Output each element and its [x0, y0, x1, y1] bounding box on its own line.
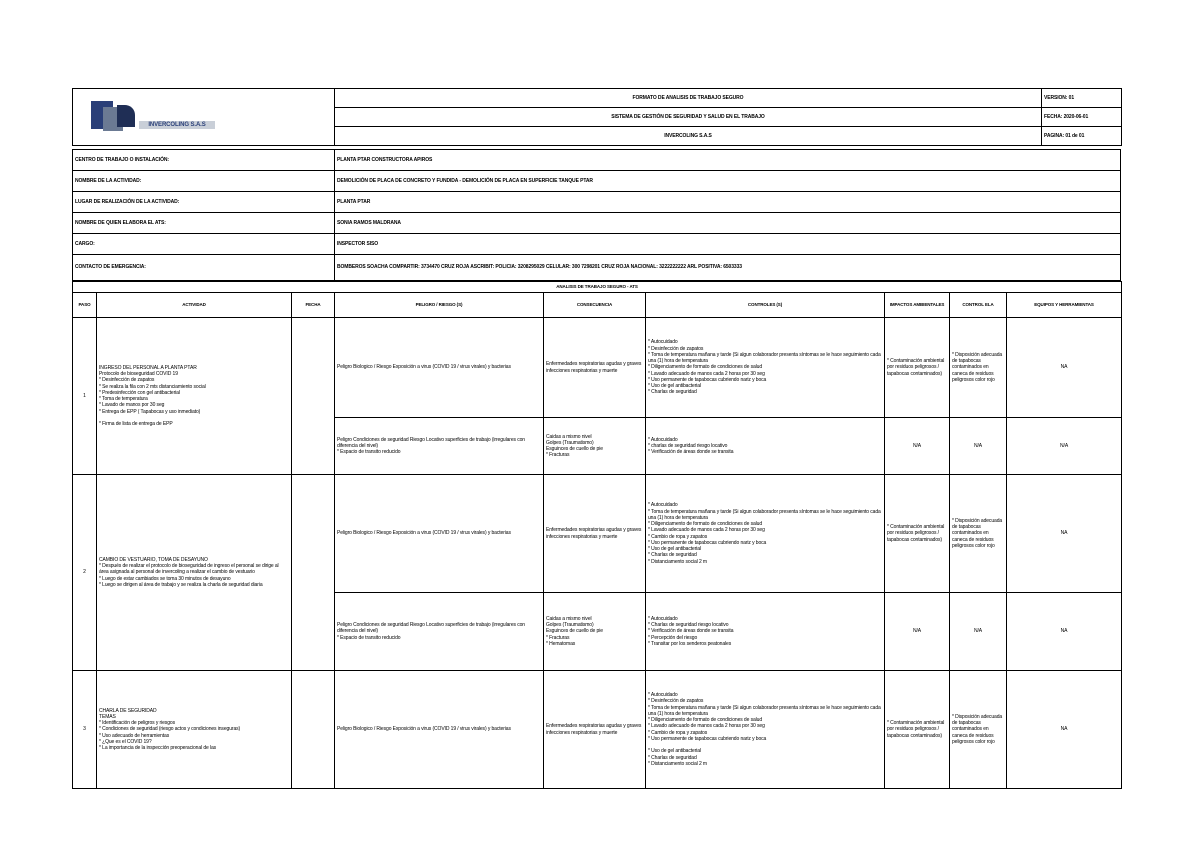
row-control: * Disposición adecuada de tapabocas contaminados en caneca de residuos peligrosos color rojo — [950, 318, 1007, 418]
logo-text: INVERCOLING S.A.S — [139, 121, 215, 129]
row-impactos: N/A — [885, 418, 950, 475]
col-impactos: IMPACTOS AMBIENTALES — [885, 293, 950, 318]
row-peligro: Peligro Condiciones de seguridad Riesgo Locativo superficies de trabajo (irregulares con diferencia del nivel) * Espacio de transito reducido — [335, 593, 544, 671]
row-paso: 1 — [73, 318, 97, 475]
doc-system: SISTEMA DE GESTIÓN DE SEGURIDAD Y SALUD EN EL TRABAJO — [335, 108, 1042, 127]
row-impactos: * Contaminación ambiental por residuos peligrosos / tapabocas contaminados) — [885, 671, 950, 789]
doc-version: VERSION: 01 — [1042, 89, 1122, 108]
doc-page: PAGINA: 01 de 01 — [1042, 127, 1122, 146]
col-consecuencia: CONSECUENCIA — [544, 293, 646, 318]
row-consecuencia: Enfermedades respiratorias agudas y graves infecciones respiratorias y muerte — [544, 475, 646, 593]
info-label: LUGAR DE REALIZACIÓN DE LA ACTIVIDAD: — [73, 192, 335, 213]
company-logo — [73, 89, 335, 146]
info-label: CARGO: — [73, 234, 335, 255]
row-controles: * Autocuidado * Charlas de seguridad riesgo locativo * Verificación de áreas donde se transita * Percepción del riesgo * Transitar por los senderos peatonales — [646, 593, 885, 671]
row-paso: 3 — [73, 671, 97, 789]
row-actividad: CAMBIO DE VESTUARIO, TOMA DE DESAYUNO * Después de realizar el protocolo de bioseguridad de ingreso el personal se dirige al área asignada al personal de invercoling a realizar el cambio de vestuario * Luego de estar cambiados se toma 30 minutos de desayuno * Luego se dirigen al área de trabajo y se realiza la charla de seguridad diaria — [97, 475, 292, 671]
row-control: * Disposición adecuada de tapabocas contaminados en caneca de residuos peligrosos color rojo — [950, 475, 1007, 593]
row-equipos: N/A — [1007, 418, 1122, 475]
section-title: ANALISIS DE TRABAJO SEGURO - ATS — [73, 282, 1122, 293]
info-value: PLANTA PTAR CONSTRUCTORA APIROS — [335, 150, 1121, 171]
info-value: SONIA RAMOS MALDRANA — [335, 213, 1121, 234]
ats-document — [72, 88, 1121, 789]
row-peligro: Peligro Biologico / Riesgo Exposición a virus (COVID 19 / virus virales) y bacterias — [335, 671, 544, 789]
info-value: BOMBEROS SOACHA COMPARTIR: 3734470 CRUZ ROJA ASCRIBIT: POLICIA: 3208295029 CELULAR: 300 7298201 CRUZ ROJA NACIONAL: 3222222222 ARL POSITIVA: 6503333 — [335, 255, 1121, 281]
row-consecuencia: Caidas a mismo nivel Golpes (Traumatismo) Esguinces de cuello de pie * Fracturas * Hematomas — [544, 593, 646, 671]
info-label: CONTACTO DE EMERGENCIA: — [73, 255, 335, 281]
col-paso: PASO — [73, 293, 97, 318]
row-controles: * Autocuidado * Toma de temperatura mañana y tarde (Si algun colaborador presenta síntomas se le hace seguimiento cada una (1) hora de temperatura * Diligenciamento de formato de condiciones de salud * Lavado adecuado de manos cada 2 horas por 30 seg * Cambio de ropa y zapatos * Uso permanente de tapabocas cubriendo nariz y boca * Uso de gel antibacterial * Charlas de seguridad * Distanciamento social 2 m — [646, 475, 885, 593]
info-value: DEMOLICIÓN DE PLACA DE CONCRETO Y FUNDIDA - DEMOLICIÓN DE PLACA EN SUPERFICIE TANQUE PTAR — [335, 171, 1121, 192]
col-peligro: PELIGRO / RIESGO (S) — [335, 293, 544, 318]
row-fecha — [292, 318, 335, 475]
logo-icon — [87, 97, 217, 137]
row-impactos: * Contaminación ambiental por residuos peligrosos / tapabocas contaminados) — [885, 475, 950, 593]
row-consecuencia: Enfermedades respiratorias agudas y graves infecciones respiratorias y muerte — [544, 318, 646, 418]
row-consecuencia: Caidas a mismo nivel Golpes (Traumatismo) Esguinces de cuello de pie * Fracturas — [544, 418, 646, 475]
row-peligro: Peligro Biologico / Riesgo Exposición a virus (COVID 19 / virus virales) y bacterias — [335, 318, 544, 418]
info-label: NOMBRE DE QUIEN ELABORA EL ATS: — [73, 213, 335, 234]
col-fecha: FECHA — [292, 293, 335, 318]
info-value: INSPECTOR SISO — [335, 234, 1121, 255]
doc-title: FORMATO DE ANALISIS DE TRABAJO SEGURO — [335, 89, 1042, 108]
row-actividad: INGRESO DEL PERSONAL A PLANTA PTAR Protocolo de bioseguridad COVID 19 * Desinfección de zapatos * Se realiza la fila con 2 mts distanciamiento social * Predesinfección con gel antibacterial * Toma de temperatura * Lavado de manos por 30 seg * Entrega de EPP ( Tapabocas y uso inmediato) * Firma de lista de entrega de EPP — [97, 318, 292, 475]
row-peligro: Peligro Biologico / Riesgo Exposición a virus (COVID 19 / virus virales) y bacterias — [335, 475, 544, 593]
ats-table — [72, 281, 1122, 789]
info-table — [72, 149, 1121, 281]
row-paso: 2 — [73, 475, 97, 671]
row-equipos: NA — [1007, 318, 1122, 418]
doc-company: INVERCOLING S.A.S — [335, 127, 1042, 146]
col-actividad: ACTIVIDAD — [97, 293, 292, 318]
row-equipos: NA — [1007, 475, 1122, 593]
col-control: CONTROL ELA — [950, 293, 1007, 318]
info-label: NOMBRE DE LA ACTIVIDAD: — [73, 171, 335, 192]
info-label: CENTRO DE TRABAJO O INSTALACIÓN: — [73, 150, 335, 171]
row-fecha — [292, 671, 335, 789]
header-table — [72, 88, 1122, 146]
info-value: PLANTA PTAR — [335, 192, 1121, 213]
row-impactos: * Contaminación ambiental por residuos peligrosos / tapabocas contaminados) — [885, 318, 950, 418]
row-control: N/A — [950, 593, 1007, 671]
row-consecuencia: Enfermedades respiratorias agudas y graves infecciones respiratorias y muerte — [544, 671, 646, 789]
row-control: * Disposición adecuada de tapabocas contaminados en caneca de residuos peligrosos color rojo — [950, 671, 1007, 789]
col-controles: CONTROLES (S) — [646, 293, 885, 318]
row-controles: * Autocuidado * Desinfección de zapatos * Toma de temperatura mañana y tarde (Si algun colaborador presenta síntomas se le hace seguimiento cada una (1) hora de temperatura * Diligenciamento de formato de condiciones de salud * Lavado adecuado de manos cada 2 horas por 30 seg * Uso permanente de tapabocas cubriendo nariz y boca * Uso de gel antibacterial * Charlas de seguridad — [646, 318, 885, 418]
row-control: N/A — [950, 418, 1007, 475]
row-equipos: NA — [1007, 593, 1122, 671]
row-controles: * Autocuidado * Desinfección de zapatos * Toma de temperatura mañana y tarde (Si algun colaborador presenta síntomas se le hace seguimiento cada una (1) hora de temperatura * Diligenciamento de formato de condiciones de salud * Lavado adecuado de manos cada 2 horas por 30 seg * Cambio de ropa y zapatos * Uso permanente de tapabocas cubriendo nariz y boca * Uso de gel antibacterial * Charlas de seguridad * Distanciamento social 2 m — [646, 671, 885, 789]
row-actividad: CHARLA DE SEGURIDAD TEMAS * Identificación de peligros y riesgos * Condiciones de seguridad (riesgo actos y condiciones inseguras) * Uso adecuado de herramientas * ¿Que es el COVID 19? * La importancia de la inspección preoperacional de las — [97, 671, 292, 789]
row-fecha — [292, 475, 335, 671]
col-equipos: EQUIPOS Y HERRAMIENTAS — [1007, 293, 1122, 318]
row-controles: * Autocuidado * charlas de seguridad riesgo locativo * Verificación de áreas donde se transita — [646, 418, 885, 475]
row-impactos: N/A — [885, 593, 950, 671]
row-equipos: NA — [1007, 671, 1122, 789]
doc-date: FECHA: 2020-06-01 — [1042, 108, 1122, 127]
row-peligro: Peligro Condiciones de seguridad Riesgo Locativo superficies de trabajo (irregulares con diferencia del nivel) * Espacio de transito reducido — [335, 418, 544, 475]
